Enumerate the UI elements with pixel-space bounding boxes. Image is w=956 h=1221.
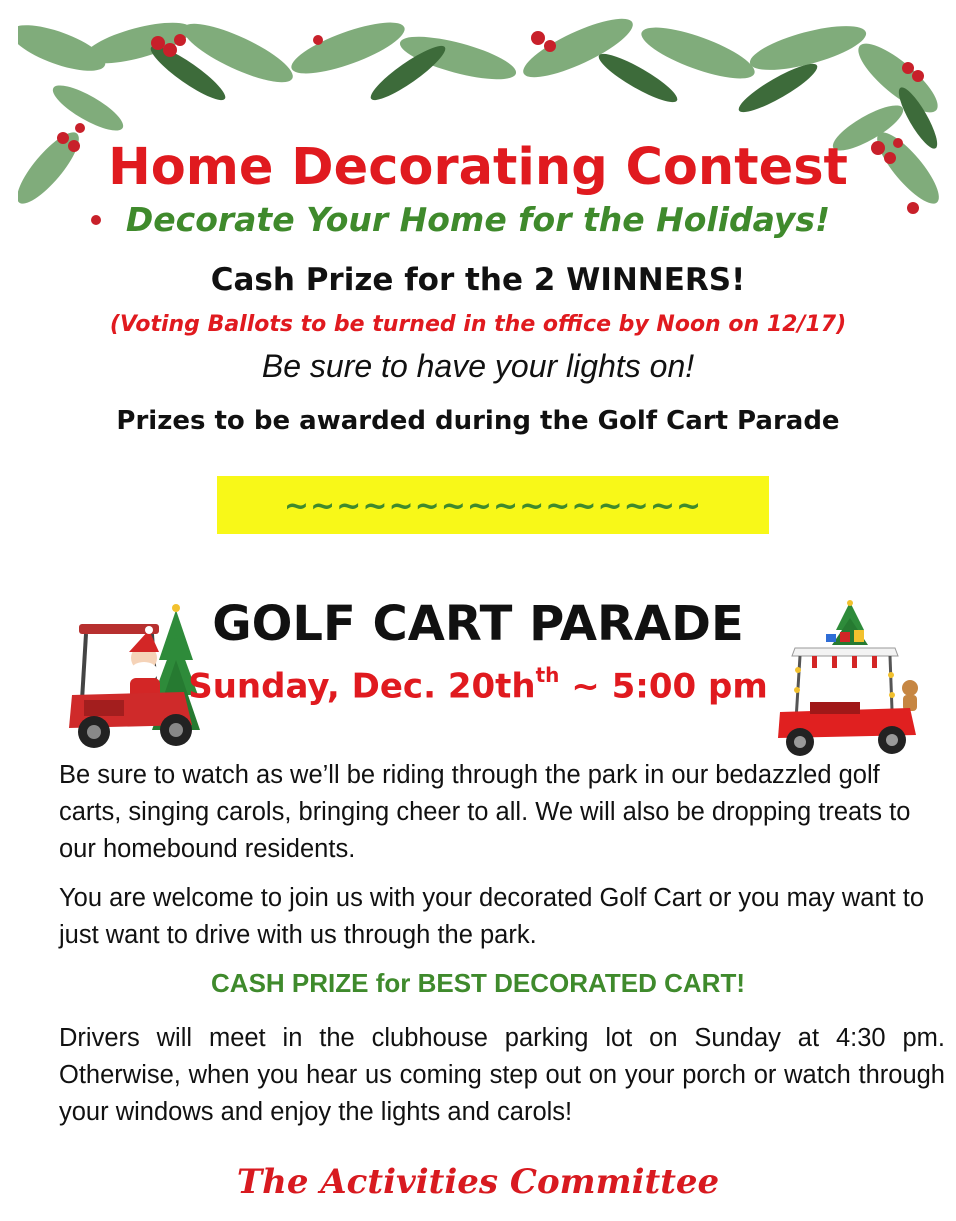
parade-date-sup: th — [535, 663, 560, 687]
contest-subtitle: Decorate Your Home for the Holidays! — [125, 200, 831, 239]
lights-note: Be sure to have your lights on! — [261, 348, 695, 384]
parade-paragraph-1: Be sure to watch as we’ll be riding through the park in our bedazzled golf carts, singing carols, bringing cheer to all. We will also be dropping treats to our homebound residents. — [59, 761, 911, 863]
parade-paragraph-2: You are welcome to join us with your decorated Golf Cart or you may want to just want to drive with us through the park. — [59, 884, 925, 949]
parade-date — [0, 663, 956, 707]
tilde-divider: ~~~~~~~~~~~~~~~~ — [217, 476, 769, 534]
prizes-note: Prizes to be awarded during the Golf Cart Parade — [116, 406, 840, 436]
contest-title: Home Decorating Contest — [108, 138, 848, 197]
voting-deadline-note: (Voting Ballots to be turned in the office by Noon on 12/17) — [109, 312, 847, 337]
parade-date-main: Sunday, Dec. 20th — [188, 666, 536, 707]
parade-paragraph-3: Drivers will meet in the clubhouse parking lot on Sunday at 4:30 pm. Otherwise, when you hear us coming step out on your porch or watch through your windows and enjoy the lights and carols! — [59, 1024, 945, 1126]
cash-prize-line: Cash Prize for the 2 WINNERS! — [210, 262, 746, 298]
parade-date-time: ~ 5:00 pm — [559, 666, 768, 707]
parade-title: GOLF CART PARADE — [212, 596, 744, 652]
cart-cash-prize: CASH PRIZE for BEST DECORATED CART! — [211, 968, 745, 998]
signature: The Activities Committee — [236, 1162, 720, 1202]
